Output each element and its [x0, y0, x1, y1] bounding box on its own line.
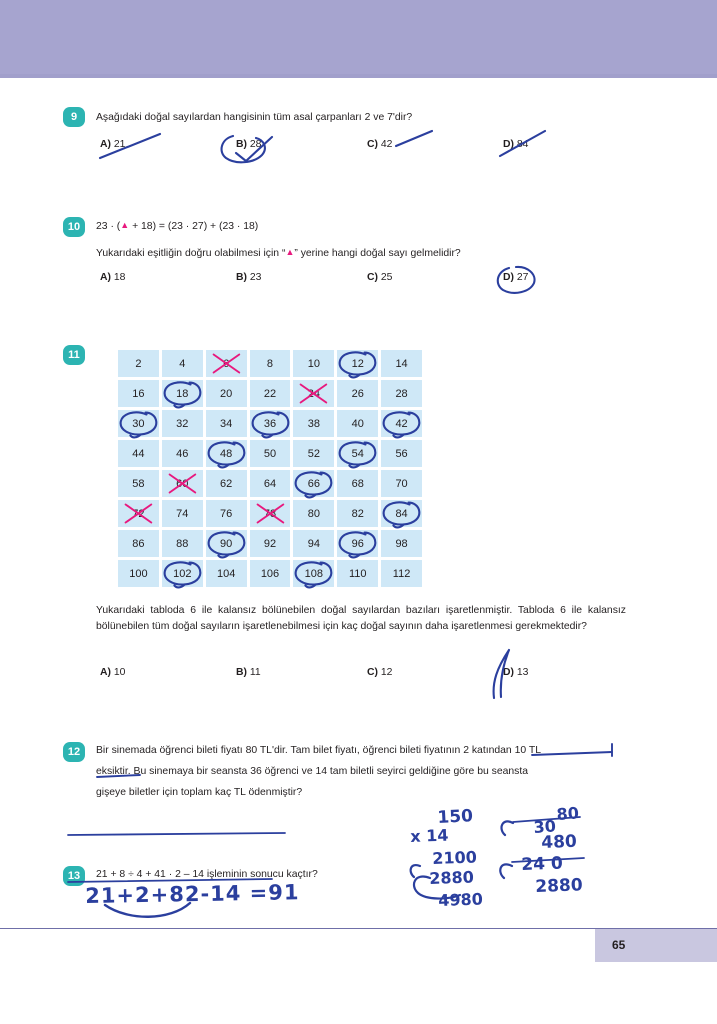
q9-option-c-value: 42 — [380, 139, 393, 150]
header-band-shadow — [0, 74, 717, 78]
grid-cell-38 — [293, 410, 334, 437]
grid-cell-value: 44 — [132, 447, 145, 460]
q10-option-d[interactable] — [503, 272, 528, 283]
grid-cell-value: 110 — [348, 567, 367, 580]
grid-cell-62 — [206, 470, 247, 497]
grid-cell-32 — [162, 410, 203, 437]
q10-option-c[interactable] — [367, 272, 392, 283]
grid-cell-6 — [206, 350, 247, 377]
grid-cell-value: 26 — [351, 387, 364, 400]
grid-cell-value: 104 — [216, 567, 236, 580]
question-number-11: 11 — [63, 345, 85, 365]
number-grid — [118, 350, 422, 587]
grid-cell-value: 72 — [132, 507, 145, 520]
q12-l2-plain: Bu sinemaya bir seansta 36 öğrenci ve 14 tam biletli seyirci geldiğine göre bu seansta — [130, 766, 529, 777]
question-text-12-line1 — [96, 743, 541, 759]
grid-cell-value: 36 — [263, 417, 277, 430]
grid-cell-value: 2 — [135, 357, 142, 370]
pink-triangle-icon: ▲ — [120, 220, 130, 230]
grid-cell-value: 88 — [176, 537, 189, 550]
q10-option-d-letter: D) — [503, 272, 514, 283]
grid-cell-82 — [337, 500, 378, 527]
grid-cell-72 — [118, 500, 159, 527]
question-text-12-line3: gişeye biletler için toplam kaç TL ödenmiştir? — [96, 787, 303, 798]
grid-cell-80 — [293, 500, 334, 527]
q9-option-b[interactable] — [236, 139, 261, 150]
grid-cell-106 — [250, 560, 291, 587]
question-text-12-line2 — [96, 764, 528, 780]
q11-option-d[interactable] — [503, 667, 528, 678]
grid-cell-value: 46 — [176, 447, 189, 460]
q10-option-c-letter: C) — [367, 272, 378, 283]
hw-calc-right-l5: 2880 — [535, 875, 583, 897]
pen-hook-calc-left-2 — [411, 865, 420, 877]
grid-cell-value: 86 — [132, 537, 145, 550]
q9-option-b-letter: B) — [236, 139, 247, 150]
grid-cell-value: 8 — [266, 357, 274, 370]
grid-cell-96 — [337, 530, 378, 557]
q10-option-b[interactable] — [236, 272, 261, 283]
grid-cell-value: 74 — [176, 507, 189, 520]
grid-cell-value: 56 — [395, 447, 408, 460]
grid-cell-40 — [337, 410, 378, 437]
grid-cell-value: 38 — [307, 417, 320, 430]
q12-l2-underlined: eksiktir. — [96, 766, 131, 777]
grid-cell-26 — [337, 380, 378, 407]
q9-option-b-value: 28 — [249, 139, 262, 150]
grid-cell-100 — [118, 560, 159, 587]
grid-cell-42 — [381, 410, 422, 437]
grid-cell-value: 20 — [220, 387, 233, 400]
grid-cell-36 — [250, 410, 291, 437]
hw-calc-right-l2: 30 — [533, 816, 557, 837]
q10-eq-post: + 18) = (23 · 27) + (23 · 18) — [129, 221, 259, 232]
hw-calc-left-l3: 2100 — [432, 847, 478, 868]
grid-cell-44 — [118, 440, 159, 467]
grid-cell-value: 76 — [220, 507, 233, 520]
grid-cell-50 — [250, 440, 291, 467]
q11-option-c[interactable] — [367, 667, 392, 678]
grid-cell-56 — [381, 440, 422, 467]
grid-cell-78 — [250, 500, 291, 527]
hw-calc-left-l5: 4980 — [438, 889, 484, 910]
grid-cell-24 — [293, 380, 334, 407]
grid-cell-value: 22 — [263, 387, 277, 400]
grid-cell-value: 106 — [260, 567, 280, 580]
hw-calc-left-l4: 2880 — [429, 867, 475, 888]
grid-cell-value: 64 — [263, 477, 277, 490]
q9-option-c[interactable] — [367, 139, 392, 150]
q11-option-b[interactable] — [236, 667, 261, 678]
grid-cell-value: 100 — [129, 567, 148, 580]
grid-cell-4 — [162, 350, 203, 377]
q11-option-c-value: 12 — [380, 667, 393, 678]
grid-cell-value: 80 — [307, 507, 320, 520]
grid-cell-10 — [293, 350, 334, 377]
pen-rule-calc-right-1 — [513, 817, 580, 822]
hw-answer-13: 21+2+82-14 =91 — [85, 880, 300, 908]
grid-cell-value: 14 — [395, 357, 408, 370]
grid-cell-value: 30 — [132, 417, 145, 430]
q11-option-c-letter: C) — [367, 667, 378, 678]
grid-cell-8 — [250, 350, 291, 377]
q11-option-b-letter: B) — [236, 667, 247, 678]
grid-cell-value: 60 — [176, 477, 189, 490]
grid-cell-112 — [381, 560, 422, 587]
pink-triangle-icon-inline: ▲ — [285, 247, 295, 257]
question-text-13: 21 + 8 ÷ 4 + 41 · 2 – 14 işleminin sonucu kaçtır? — [96, 869, 318, 880]
question-text-11: Yukarıdaki tabloda 6 ile kalansız bölünebilen doğal sayılardan bazıları işaretlenmiştir. Tabloda 6 ile kalansız bölünebilen tüm doğal sayıların işaretlenebilmesi için kaç doğal sayının daha işaretlenmesi gerekmektedir? — [96, 605, 626, 632]
q11-option-a[interactable] — [100, 667, 125, 678]
grid-cell-22 — [250, 380, 291, 407]
header-band — [0, 0, 717, 78]
grid-cell-value: 48 — [220, 447, 233, 460]
grid-cell-54 — [337, 440, 378, 467]
grid-cell-70 — [381, 470, 422, 497]
grid-cell-value: 6 — [223, 357, 230, 370]
grid-cell-98 — [381, 530, 422, 557]
grid-cell-value: 28 — [395, 387, 408, 400]
grid-cell-86 — [118, 530, 159, 557]
q12-l1-underlined: 2 katından 10 TL — [463, 745, 541, 756]
grid-cell-2 — [118, 350, 159, 377]
grid-cell-value: 78 — [263, 507, 277, 520]
question-number-9: 9 — [63, 107, 85, 127]
q11-option-d-letter: D) — [503, 667, 514, 678]
grid-cell-76 — [206, 500, 247, 527]
q11-option-b-value: 11 — [249, 667, 261, 678]
grid-cell-88 — [162, 530, 203, 557]
q10-option-c-value: 25 — [380, 272, 393, 283]
q10-text-post: ” yerine hangi doğal sayı gelmelidir? — [294, 248, 461, 259]
grid-cell-12 — [337, 350, 378, 377]
grid-cell-110 — [337, 560, 378, 587]
grid-cell-74 — [162, 500, 203, 527]
q11-option-d-value: 13 — [516, 667, 529, 678]
grid-cell-value: 112 — [392, 567, 411, 580]
grid-cell-value: 32 — [176, 417, 189, 430]
q9-option-d[interactable] — [503, 139, 528, 150]
hw-calc-right-l3: 480 — [541, 831, 578, 853]
grid-cell-60 — [162, 470, 203, 497]
grid-cell-52 — [293, 440, 334, 467]
page-number: 65 — [612, 938, 626, 952]
pen-hook-calc-right-2 — [500, 864, 512, 878]
grid-cell-value: 62 — [220, 477, 233, 490]
grid-cell-90 — [206, 530, 247, 557]
q11-option-a-value: 10 — [113, 667, 126, 678]
grid-cell-value: 24 — [307, 387, 320, 400]
hw-calc-left-l2: x 14 — [410, 825, 449, 846]
question-number-13: 13 — [63, 866, 85, 886]
grid-cell-92 — [250, 530, 291, 557]
grid-cell-48 — [206, 440, 247, 467]
grid-cell-value: 16 — [132, 387, 145, 400]
question-text-9: Aşağıdaki doğal sayılardan hangisinin tüm asal çarpanları 2 ve 7'dir? — [96, 112, 413, 123]
grid-cell-value: 98 — [395, 537, 408, 550]
grid-cell-28 — [381, 380, 422, 407]
grid-cell-value: 4 — [179, 357, 186, 370]
pen-underline-q13 — [105, 903, 190, 917]
q9-option-d-value: 84 — [516, 139, 529, 150]
grid-cell-30 — [118, 410, 159, 437]
q10-option-b-letter: B) — [236, 272, 247, 283]
grid-cell-value: 96 — [351, 537, 364, 550]
pen-hook-calc-right-1 — [502, 821, 513, 835]
grid-cell-value: 94 — [307, 537, 320, 550]
grid-cell-66 — [293, 470, 334, 497]
pen-stroke-q9-c — [396, 131, 432, 146]
grid-cell-20 — [206, 380, 247, 407]
grid-cell-58 — [118, 470, 159, 497]
q9-option-c-letter: C) — [367, 139, 378, 150]
question-number-10: 10 — [63, 217, 85, 237]
pen-rule-calc-left-1 — [68, 833, 285, 835]
grid-cell-value: 68 — [351, 477, 364, 490]
q9-option-a-value: 21 — [113, 139, 126, 150]
q10-option-a-letter: A) — [100, 272, 111, 283]
grid-cell-value: 34 — [220, 417, 233, 430]
q10-option-d-value: 27 — [516, 272, 529, 283]
q10-option-b-value: 23 — [249, 272, 262, 283]
q9-option-a[interactable] — [100, 139, 125, 150]
grid-cell-value: 10 — [307, 357, 320, 370]
grid-cell-value: 18 — [176, 387, 189, 400]
grid-cell-value: 54 — [351, 447, 364, 460]
grid-cell-18 — [162, 380, 203, 407]
grid-cell-value: 50 — [263, 447, 277, 460]
pen-hook-calc-left — [414, 877, 460, 899]
grid-cell-16 — [118, 380, 159, 407]
grid-cell-34 — [206, 410, 247, 437]
grid-cell-value: 42 — [395, 417, 408, 430]
grid-cell-value: 40 — [351, 417, 364, 430]
q10-option-a-value: 18 — [113, 272, 126, 283]
grid-cell-value: 66 — [307, 477, 320, 490]
grid-cell-value: 12 — [351, 357, 364, 370]
grid-cell-value: 84 — [395, 507, 408, 520]
grid-cell-46 — [162, 440, 203, 467]
grid-cell-value: 108 — [304, 567, 324, 580]
q10-text-pre: Yukarıdaki eşitliğin doğru olabilmesi için “ — [96, 248, 286, 259]
pen-underline-q12-a — [532, 752, 612, 755]
grid-cell-84 — [381, 500, 422, 527]
grid-cell-108 — [293, 560, 334, 587]
question-equation-10 — [96, 218, 258, 235]
grid-cell-value: 102 — [173, 567, 192, 580]
q9-option-d-letter: D) — [503, 139, 514, 150]
grid-cell-14 — [381, 350, 422, 377]
q9-option-a-letter: A) — [100, 139, 111, 150]
grid-cell-value: 52 — [307, 447, 320, 460]
grid-cell-94 — [293, 530, 334, 557]
hw-calc-left-l1: 150 — [437, 806, 474, 828]
question-number-12: 12 — [63, 742, 85, 762]
question-text-10 — [96, 245, 461, 262]
grid-cell-104 — [206, 560, 247, 587]
grid-cell-102 — [162, 560, 203, 587]
pen-rule-calc-right-2 — [512, 858, 584, 862]
hw-calc-right-l1: 80 — [556, 803, 580, 824]
q11-option-a-letter: A) — [100, 667, 111, 678]
q10-eq-pre: 23 · ( — [96, 221, 121, 232]
grid-cell-value: 70 — [395, 477, 408, 490]
hw-calc-right-l4: 24 0 — [521, 853, 564, 875]
q12-l1-plain: Bir sinemada öğrenci bileti fiyatı 80 TL'dir. Tam bilet fiyatı, öğrenci bileti fiyatının — [96, 745, 464, 756]
grid-cell-value: 90 — [220, 537, 233, 550]
grid-cell-value: 82 — [351, 507, 364, 520]
grid-cell-value: 58 — [132, 477, 145, 490]
grid-cell-68 — [337, 470, 378, 497]
grid-cell-value: 92 — [263, 537, 277, 550]
q10-option-a[interactable] — [100, 272, 125, 283]
grid-cell-64 — [250, 470, 291, 497]
